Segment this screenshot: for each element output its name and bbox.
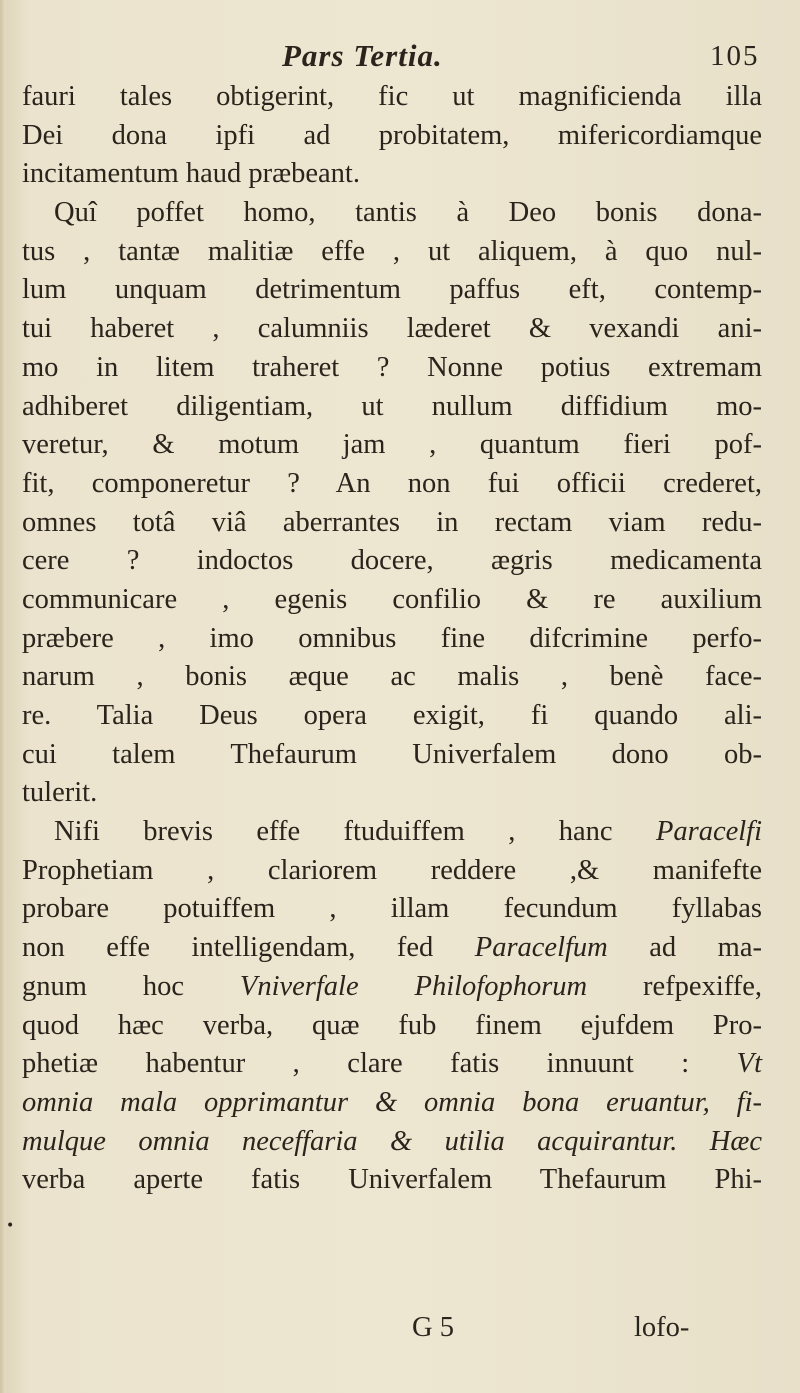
margin-mark: • [6,1218,15,1234]
text-line: phetiæ habentur , clare fatis innuunt : Vt [22,1048,762,1080]
text-line: fauri tales obtigerint, fic ut magnificienda illa [22,81,762,112]
text-line: fit, componeretur ? An non fui officii crederet, [22,467,762,499]
page-number: 105 [710,40,760,72]
running-head-title: Pars Tertia. [282,38,443,73]
text-line: omnes totâ viâ aberrantes in rectam viam redu- [22,506,762,538]
text-line: narum , bonis æque ac malis , benè face- [22,661,762,693]
italic-word: Vniverfale [239,970,359,1002]
text-line: adhiberet diligentiam, ut nullum diffidium mo- [22,390,762,422]
text-line: communicare , egenis confilio & re auxilium [22,583,762,615]
signature-mark: G 5 [412,1312,454,1343]
text-line-italic: omnia mala opprimantur & omnia bona eruantur, fi- [22,1086,762,1118]
text-line: non effe intelligendam, fed Paracelfum ad ma- [22,932,762,964]
italic-word: Vt [736,1048,762,1080]
text-line: præbere , imo omnibus fine difcrimine perfo- [22,622,762,654]
text-line: gnum hoc Vniverfale Philofophorum refpexiffe, [22,970,762,1002]
text-line: Prophetiam , clariorem reddere ,& manifefte [22,854,762,886]
text-line: Quî poffet homo, tantis à Deo bonis dona- [54,197,762,229]
text-line: re. Talia Deus opera exigit, fi quando ali- [22,700,762,731]
catchword: lofo- [634,1312,690,1343]
text-line-italic: mulque omnia neceffaria & utilia acquirantur. Hæc [22,1125,762,1157]
running-head [0,38,800,78]
text-line: quod hæc verba, quæ fub finem ejufdem Pro- [22,1009,762,1041]
italic-word: Paracelfi [655,816,762,848]
text-line: veretur, & motum jam , quantum fieri pof- [22,429,762,461]
text-line: cere ? indoctos docere, ægris medicamenta [22,545,762,577]
text-line: cui talem Thefaurum Univerfalem dono ob- [22,738,762,770]
catchline [0,1312,800,1352]
text-line: tui haberet , calumniis læderet & vexandi ani- [22,313,762,345]
page-gutter-edge [0,0,6,1393]
text-line: verba aperte fatis Univerfalem Thefaurum Phi- [22,1164,762,1196]
text-line: probare potuiffem , illam fecundum fyllabas [22,893,762,925]
text-line: tus , tantæ malitiæ effe , ut aliquem, à quo nul- [22,235,762,267]
text-line: tulerit. [22,777,98,809]
body-text [22,78,762,1200]
text-line: Nifi brevis effe ftuduiffem , hanc Paracelfi [54,816,762,848]
text-line: lum unquam detrimentum paffus eft, contemp- [22,274,762,306]
italic-word: Philofophorum [414,970,588,1002]
italic-word: Paracelfum [474,932,608,964]
text-line: incitamentum haud præbeant. [22,158,360,190]
text-line: Dei dona ipfi ad probitatem, mifericordiamque [22,119,762,151]
text-line: mo in litem traheret ? Nonne potius extremam [22,351,762,383]
